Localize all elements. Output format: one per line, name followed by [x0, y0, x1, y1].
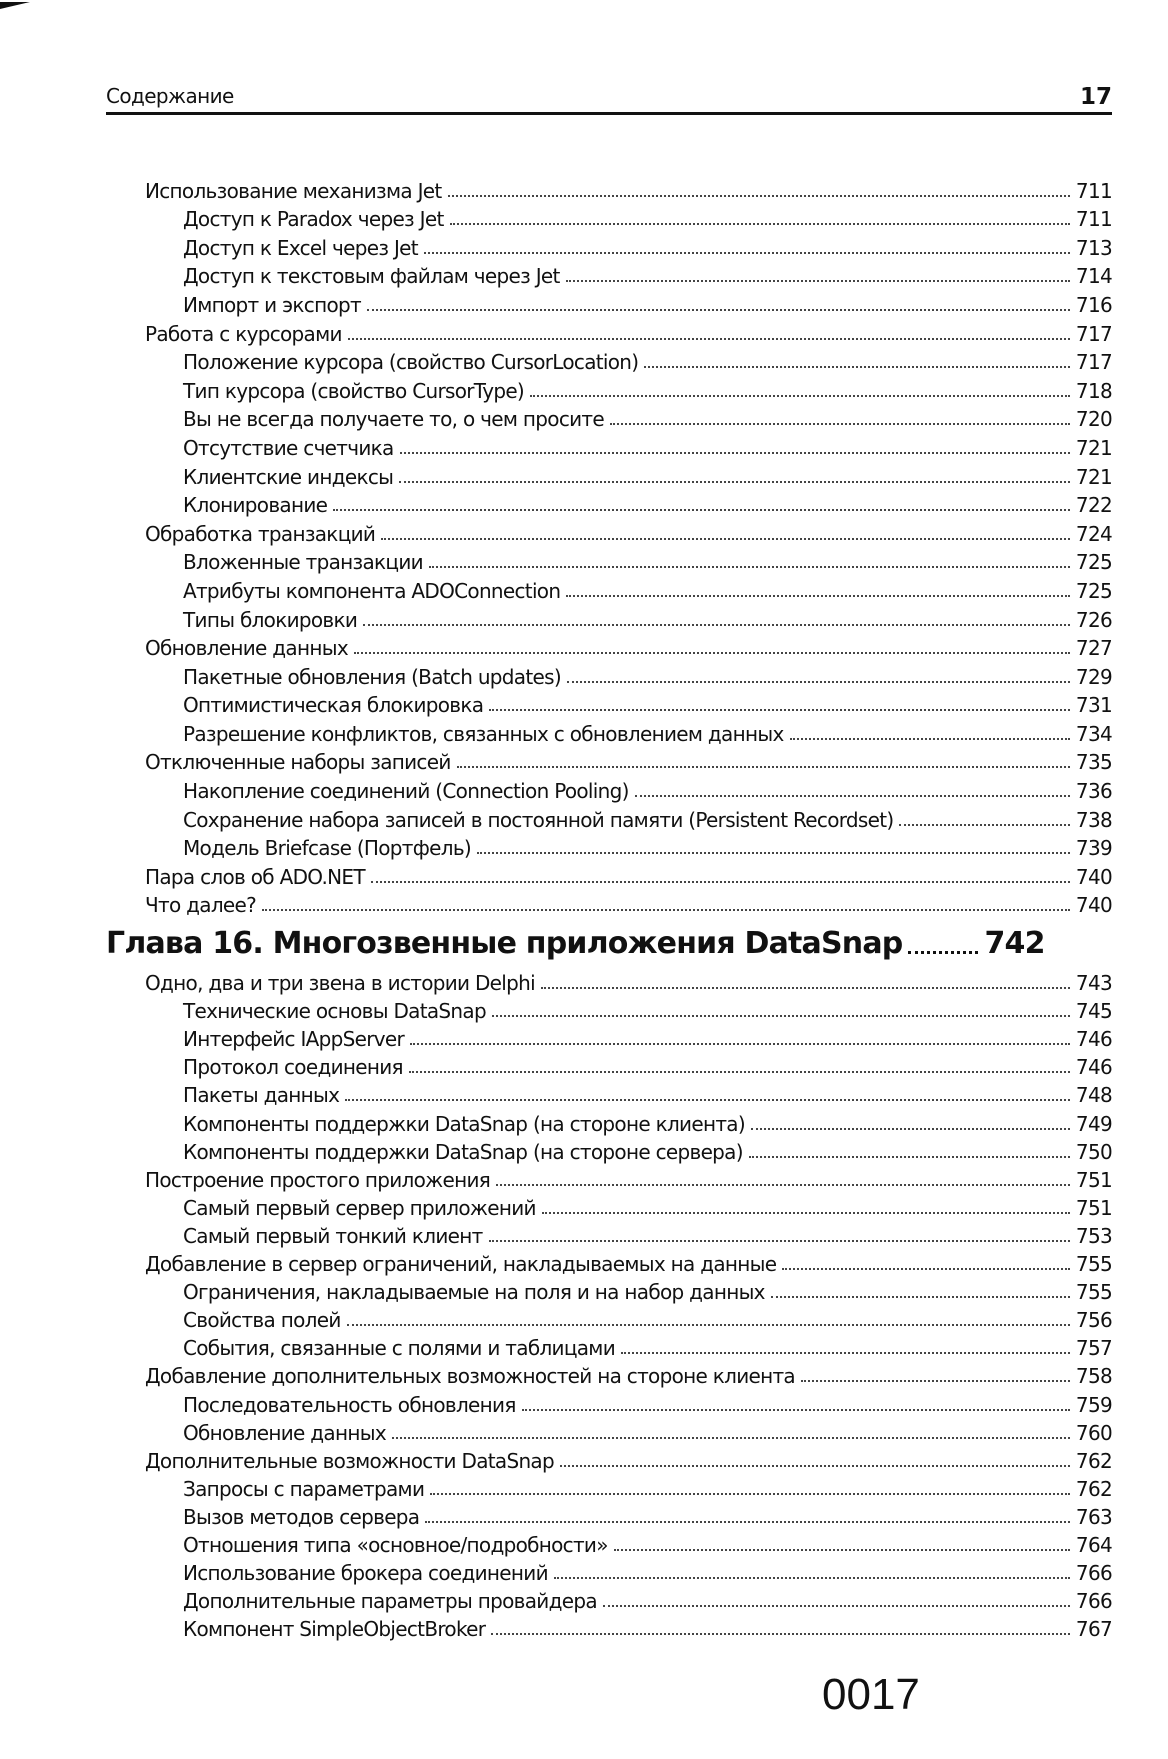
toc-entry-title: Обработка транзакций [145, 521, 376, 546]
toc-entry-page: 762 [1075, 1448, 1112, 1473]
toc-entry-title: Положение курсора (свойство CursorLocation) [183, 350, 639, 375]
toc-entry-title: Пара слов об ADO.NET [145, 864, 365, 889]
toc-entry-page: 734 [1075, 721, 1112, 746]
toc-entry[interactable] [145, 832, 1112, 861]
toc-entry[interactable] [145, 995, 1112, 1023]
dot-leader [425, 1521, 1070, 1523]
dot-leader [771, 1296, 1070, 1298]
dot-leader [363, 624, 1070, 626]
dot-leader [489, 709, 1070, 711]
toc-entry-page: 746 [1075, 1055, 1112, 1080]
toc-entry[interactable] [145, 1501, 1112, 1529]
dot-leader [381, 538, 1070, 540]
toc-entry[interactable] [145, 1445, 1112, 1473]
dot-leader [751, 1128, 1070, 1130]
toc-entry[interactable] [145, 346, 1112, 375]
dot-leader [371, 881, 1070, 883]
toc-entry-title: Использование механизма Jet [145, 178, 442, 203]
toc-section-chapter-16 [145, 967, 1112, 1641]
toc-entry[interactable] [145, 1557, 1112, 1585]
dot-leader [354, 652, 1070, 654]
toc-entry-title: События, связанные с полями и таблицами [183, 1336, 615, 1361]
toc-entry-title: Самый первый сервер приложений [183, 1195, 536, 1220]
scan-corner-mark [0, 2, 30, 9]
toc-entry-page: 766 [1075, 1589, 1112, 1614]
toc-entry-page: 724 [1075, 521, 1112, 546]
dot-leader [522, 1409, 1070, 1411]
dot-leader [457, 766, 1070, 768]
dot-leader [554, 1577, 1070, 1579]
toc-entry-page: 751 [1075, 1167, 1112, 1192]
toc-entry-page: 738 [1075, 807, 1112, 832]
toc-entry-page: 725 [1075, 578, 1112, 603]
toc-entry[interactable] [145, 803, 1112, 832]
toc-entry-page: 758 [1075, 1364, 1112, 1389]
toc-entry[interactable] [145, 1023, 1112, 1051]
toc-entry-title: Отсутствие счетчика [183, 435, 394, 460]
toc-entry-title: Клонирование [183, 493, 328, 518]
toc-entry-page: 725 [1075, 550, 1112, 575]
toc-entry-page: 717 [1075, 321, 1112, 346]
toc-entry[interactable] [145, 231, 1112, 260]
running-header-title: Содержание [106, 84, 234, 108]
toc-entry[interactable] [145, 517, 1112, 546]
dot-leader [560, 1465, 1070, 1467]
toc-entry-page: 716 [1075, 292, 1112, 317]
toc-entry-page: 726 [1075, 607, 1112, 632]
dot-leader [644, 366, 1070, 368]
dot-leader [801, 1380, 1070, 1382]
toc-entry[interactable] [145, 860, 1112, 889]
dot-leader [749, 1156, 1070, 1158]
toc-entry-page: 727 [1075, 636, 1112, 661]
toc-entry-title: Дополнительные параметры провайдера [183, 1589, 597, 1614]
toc-entry[interactable] [145, 1417, 1112, 1445]
toc-entry-title: Типы блокировки [183, 607, 358, 632]
toc-entry[interactable] [145, 1276, 1112, 1304]
toc-entry-page: 767 [1075, 1617, 1112, 1642]
toc-entry[interactable] [145, 1107, 1112, 1135]
toc-entry[interactable] [145, 574, 1112, 603]
toc-entry[interactable] [145, 546, 1112, 575]
toc-entry[interactable] [145, 1529, 1112, 1557]
toc-entry-title: Разрешение конфликтов, связанных с обновлением данных [183, 721, 784, 746]
dot-leader [429, 566, 1070, 568]
dot-leader [345, 1099, 1070, 1101]
toc-entry-page: 760 [1075, 1420, 1112, 1445]
toc-entry-title: Работа с курсорами [145, 321, 342, 346]
toc-entry-title: Построение простого приложения [145, 1167, 491, 1192]
toc-entry-page: 750 [1075, 1139, 1112, 1164]
toc-entry-title: Добавление в сервер ограничений, накладываемых на данные [145, 1252, 777, 1277]
toc-entry-title: Импорт и экспорт [183, 292, 361, 317]
toc-entry[interactable] [145, 1332, 1112, 1360]
toc-entry[interactable] [145, 603, 1112, 632]
toc-section-chapter-15 [145, 174, 1112, 917]
toc-entry[interactable] [145, 689, 1112, 718]
toc-entry[interactable] [145, 1473, 1112, 1501]
toc-entry-page: 762 [1075, 1476, 1112, 1501]
toc-entry-title: Обновление данных [183, 1420, 386, 1445]
toc-entry-title: Атрибуты компонента ADOConnection [183, 578, 561, 603]
toc-entry[interactable] [145, 1220, 1112, 1248]
toc-entry[interactable] [145, 660, 1112, 689]
toc-entry[interactable] [145, 967, 1112, 995]
toc-entry[interactable] [145, 317, 1112, 346]
dot-leader [566, 595, 1070, 597]
dot-leader [399, 481, 1070, 483]
toc-entry-title: Одно, два и три звена в истории Delphi [145, 971, 535, 996]
toc-entry-title: Интерфейс IAppServer [183, 1027, 405, 1052]
dot-leader [489, 1240, 1070, 1242]
toc-entry-title: Что далее? [145, 893, 257, 918]
toc-entry-title: Запросы с параметрами [183, 1476, 425, 1501]
toc-entry[interactable] [145, 746, 1112, 775]
toc-entry-title: Дополнительные возможности DataSnap [145, 1448, 554, 1473]
toc-chapter-heading[interactable] [106, 926, 1112, 961]
dot-leader [530, 395, 1070, 397]
dot-leader [367, 309, 1070, 311]
toc-entry-page: 717 [1075, 350, 1112, 375]
toc-entry-title: Компонент SimpleObjectBroker [183, 1617, 486, 1642]
toc-entry[interactable] [145, 431, 1112, 460]
toc-entry[interactable] [145, 403, 1112, 432]
dot-leader [621, 1352, 1070, 1354]
toc-entry-page: 713 [1075, 235, 1112, 260]
toc-entry[interactable] [145, 489, 1112, 518]
toc-entry-title: Пакетные обновления (Batch updates) [183, 664, 561, 689]
toc-entry-title: Тип курсора (свойство CursorType) [183, 378, 525, 403]
toc-entry[interactable] [145, 174, 1112, 203]
toc-entry-title: Добавление дополнительных возможностей на стороне клиента [145, 1364, 795, 1389]
dot-leader [448, 195, 1070, 197]
dot-leader [567, 681, 1070, 683]
toc-entry-title: Последовательность обновления [183, 1392, 516, 1417]
toc-entry-title: Модель Briefcase (Портфель) [183, 836, 472, 861]
dot-leader [782, 1268, 1070, 1270]
toc-entry-title: Ограничения, накладываемые на поля и на набор данных [183, 1280, 765, 1305]
toc-entry-page: 751 [1075, 1195, 1112, 1220]
dot-leader [409, 1071, 1070, 1073]
dot-leader [491, 1633, 1070, 1635]
toc-entry-page: 721 [1075, 435, 1112, 460]
toc-entry-page: 740 [1075, 893, 1112, 918]
toc-entry[interactable] [145, 1585, 1112, 1613]
toc-entry-page: 722 [1075, 493, 1112, 518]
toc-entry-page: 749 [1075, 1111, 1112, 1136]
chapter-title: Глава 16. Многозвенные приложения DataSnap [106, 926, 903, 961]
toc-entry-page: 753 [1075, 1223, 1112, 1248]
dot-leader [450, 223, 1070, 225]
dot-leader [430, 1493, 1070, 1495]
toc-entry-title: Компоненты поддержки DataSnap (на стороне клиента) [183, 1111, 745, 1136]
toc-entry[interactable] [145, 374, 1112, 403]
toc-entry[interactable] [145, 288, 1112, 317]
toc-entry-page: 759 [1075, 1392, 1112, 1417]
toc-entry-page: 764 [1075, 1532, 1112, 1557]
toc-entry-page: 731 [1075, 693, 1112, 718]
toc-entry[interactable] [145, 717, 1112, 746]
dot-leader [541, 987, 1070, 989]
toc-entry-title: Технические основы DataSnap [183, 999, 486, 1024]
chapter-page: 742 [984, 926, 1045, 961]
dot-leader [635, 795, 1070, 797]
toc-entry-title: Вложенные транзакции [183, 550, 423, 575]
toc-entry-title: Вы не всегда получаете то, о чем просите [183, 407, 604, 432]
dot-leader [542, 1212, 1070, 1214]
toc-entry[interactable] [145, 889, 1112, 918]
toc-entry-title: Вызов методов сервера [183, 1504, 420, 1529]
toc-entry-page: 740 [1075, 864, 1112, 889]
toc-entry[interactable] [145, 203, 1112, 232]
toc-entry[interactable] [145, 774, 1112, 803]
toc-entry-page: 729 [1075, 664, 1112, 689]
toc-entry-page: 756 [1075, 1308, 1112, 1333]
dot-leader [610, 423, 1070, 425]
toc-entry-title: Доступ к текстовым файлам через Jet [183, 264, 560, 289]
scan-folio-number: 0017 [822, 1670, 920, 1719]
toc-entry-page: 748 [1075, 1083, 1112, 1108]
dot-leader [566, 280, 1070, 282]
toc-entry-page: 757 [1075, 1336, 1112, 1361]
toc-entry-title: Отношения типа «основное/подробности» [183, 1532, 608, 1557]
toc-entry-page: 755 [1075, 1280, 1112, 1305]
toc-entry-title: Клиентские индексы [183, 464, 394, 489]
toc-entry[interactable] [145, 260, 1112, 289]
toc-entry-title: Самый первый тонкий клиент [183, 1223, 483, 1248]
dot-leader [262, 909, 1070, 911]
toc-entry-page: 766 [1075, 1561, 1112, 1586]
toc-entry[interactable] [145, 1136, 1112, 1164]
toc-entry[interactable] [145, 1360, 1112, 1388]
dot-leader [424, 252, 1070, 254]
dot-leader [347, 1324, 1070, 1326]
toc-entry-title: Пакеты данных [183, 1083, 340, 1108]
toc-entry-page: 721 [1075, 464, 1112, 489]
toc-entry[interactable] [145, 1079, 1112, 1107]
toc-entry-page: 745 [1075, 999, 1112, 1024]
dot-leader [492, 1015, 1070, 1017]
toc-entry[interactable] [145, 1304, 1112, 1332]
toc-entry-title: Обновление данных [145, 636, 348, 661]
toc-entry-title: Доступ к Excel через Jet [183, 235, 418, 260]
toc-entry[interactable] [145, 1164, 1112, 1192]
toc-entry-page: 718 [1075, 378, 1112, 403]
toc-entry-title: Использование брокера соединений [183, 1561, 548, 1586]
toc-entry-page: 763 [1075, 1504, 1112, 1529]
toc-entry[interactable] [145, 1051, 1112, 1079]
toc-entry-title: Доступ к Paradox через Jet [183, 207, 444, 232]
dot-leader [614, 1549, 1070, 1551]
toc-entry-title: Свойства полей [183, 1308, 341, 1333]
toc-entry-title: Сохранение набора записей в постоянной памяти (Persistent Recordset) [183, 807, 894, 832]
dot-leader [333, 509, 1070, 511]
toc-entry-title: Компоненты поддержки DataSnap (на стороне сервера) [183, 1139, 743, 1164]
dot-leader [908, 951, 978, 954]
dot-leader [899, 824, 1069, 826]
toc-entry-page: 711 [1075, 178, 1112, 203]
dot-leader [790, 738, 1070, 740]
dot-leader [348, 338, 1070, 340]
toc-entry-page: 735 [1075, 750, 1112, 775]
dot-leader [392, 1437, 1070, 1439]
toc-entry-page: 711 [1075, 207, 1112, 232]
toc-entry-title: Накопление соединений (Connection Pooling) [183, 779, 629, 804]
toc-entry[interactable] [145, 632, 1112, 661]
dot-leader [477, 852, 1070, 854]
toc-entry[interactable] [145, 1192, 1112, 1220]
toc-entry[interactable] [145, 1613, 1112, 1641]
running-header-page-number: 17 [1079, 84, 1112, 110]
toc-entry-page: 714 [1075, 264, 1112, 289]
dot-leader [400, 452, 1070, 454]
toc-entry-title: Протокол соединения [183, 1055, 403, 1080]
toc-entry-page: 743 [1075, 971, 1112, 996]
dot-leader [603, 1605, 1070, 1607]
dot-leader [496, 1184, 1070, 1186]
toc-entry-title: Отключенные наборы записей [145, 750, 451, 775]
toc-entry-title: Оптимистическая блокировка [183, 693, 484, 718]
toc-entry-page: 739 [1075, 836, 1112, 861]
toc-entry-page: 746 [1075, 1027, 1112, 1052]
running-header [106, 82, 1112, 115]
toc-entry[interactable] [145, 1388, 1112, 1416]
dot-leader [410, 1043, 1070, 1045]
toc-entry[interactable] [145, 460, 1112, 489]
toc-entry-page: 736 [1075, 779, 1112, 804]
toc-entry-page: 720 [1075, 407, 1112, 432]
toc-entry-page: 755 [1075, 1252, 1112, 1277]
toc-entry[interactable] [145, 1248, 1112, 1276]
